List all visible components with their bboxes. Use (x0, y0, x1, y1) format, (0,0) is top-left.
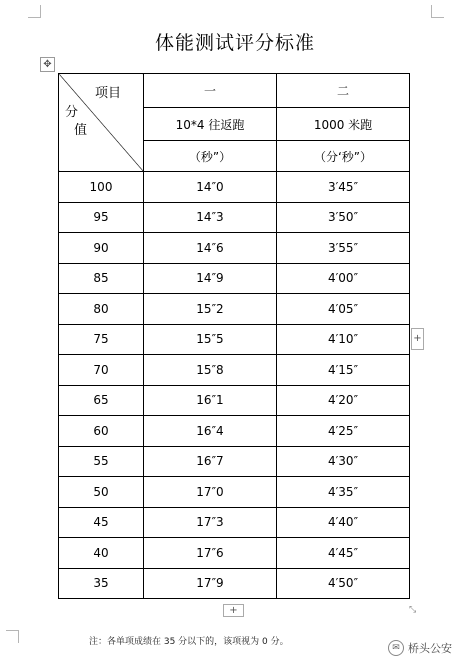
cell-shuttle: 15″5 (144, 324, 277, 355)
column-heading-1: 一 (144, 74, 277, 108)
corner-label-score-char-2: 值 (74, 123, 88, 138)
cell-score: 55 (59, 446, 144, 477)
cell-shuttle: 16″1 (144, 385, 277, 416)
cell-shuttle: 14″9 (144, 263, 277, 294)
cell-shuttle: 14″6 (144, 233, 277, 264)
corner-label-score (65, 104, 87, 140)
table-row (59, 294, 410, 325)
add-row-button[interactable]: + (223, 604, 244, 617)
page-corner-mark-top-left (28, 5, 41, 18)
cell-shuttle: 17″9 (144, 568, 277, 599)
table-row (59, 538, 410, 569)
table-move-handle-icon[interactable]: ✥ (40, 57, 55, 72)
cell-run: 4′05″ (277, 294, 410, 325)
cell-score: 65 (59, 385, 144, 416)
cell-run: 4′15″ (277, 355, 410, 386)
cell-run: 4′00″ (277, 263, 410, 294)
cell-score: 80 (59, 294, 144, 325)
table-row (59, 568, 410, 599)
footnote: 注：各单项成绩在 35 分以下的，该项视为 0 分。 (89, 637, 289, 647)
wechat-icon: ✉ (388, 640, 404, 656)
table-row (59, 385, 410, 416)
cell-run: 4′45″ (277, 538, 410, 569)
page-corner-mark-bottom-left (6, 630, 19, 643)
cell-run: 4′50″ (277, 568, 410, 599)
cell-score: 100 (59, 172, 144, 203)
table-row (59, 202, 410, 233)
table-resize-handle-icon[interactable]: ⤡ (409, 605, 417, 615)
table-row (59, 507, 410, 538)
column-item-2: 1000 米跑 (277, 108, 410, 141)
cell-score: 35 (59, 568, 144, 599)
cell-shuttle: 15″2 (144, 294, 277, 325)
table-row (59, 324, 410, 355)
cell-shuttle: 17″0 (144, 477, 277, 508)
column-heading-2: 二 (277, 74, 410, 108)
cell-shuttle: 17″3 (144, 507, 277, 538)
cell-score: 70 (59, 355, 144, 386)
cell-run: 3′55″ (277, 233, 410, 264)
column-item-1: 10*4 往返跑 (144, 108, 277, 141)
cell-score: 45 (59, 507, 144, 538)
corner-label-score-char-1: 分 (65, 105, 79, 120)
page-corner-mark-top-right (431, 5, 444, 18)
diagonal-header-cell (59, 74, 144, 172)
score-table (58, 73, 410, 599)
cell-run: 4′30″ (277, 446, 410, 477)
watermark (388, 640, 452, 656)
corner-label-item: 项目 (94, 86, 121, 101)
cell-shuttle: 14″0 (144, 172, 277, 203)
cell-score: 85 (59, 263, 144, 294)
cell-shuttle: 15″8 (144, 355, 277, 386)
table-row (59, 416, 410, 447)
header-row (59, 74, 410, 108)
cell-shuttle: 17″6 (144, 538, 277, 569)
cell-run: 4′20″ (277, 385, 410, 416)
table-row (59, 172, 410, 203)
table-row (59, 233, 410, 264)
add-column-button[interactable]: + (411, 328, 424, 350)
table-row (59, 263, 410, 294)
cell-run: 4′40″ (277, 507, 410, 538)
cell-run: 3′45″ (277, 172, 410, 203)
column-unit-1: （秒”） (144, 141, 277, 172)
table-row (59, 355, 410, 386)
cell-score: 95 (59, 202, 144, 233)
cell-score: 50 (59, 477, 144, 508)
column-unit-2: （分‘秒”） (277, 141, 410, 172)
table-row (59, 446, 410, 477)
cell-score: 60 (59, 416, 144, 447)
cell-score: 75 (59, 324, 144, 355)
watermark-text: 桥头公安 (408, 642, 452, 655)
cell-run: 3′50″ (277, 202, 410, 233)
cell-shuttle: 14″3 (144, 202, 277, 233)
cell-run: 4′25″ (277, 416, 410, 447)
cell-run: 4′10″ (277, 324, 410, 355)
cell-shuttle: 16″4 (144, 416, 277, 447)
cell-run: 4′35″ (277, 477, 410, 508)
table-row (59, 477, 410, 508)
document-title: 体能测试评分标准 (154, 32, 315, 54)
cell-score: 40 (59, 538, 144, 569)
cell-score: 90 (59, 233, 144, 264)
cell-shuttle: 16″7 (144, 446, 277, 477)
